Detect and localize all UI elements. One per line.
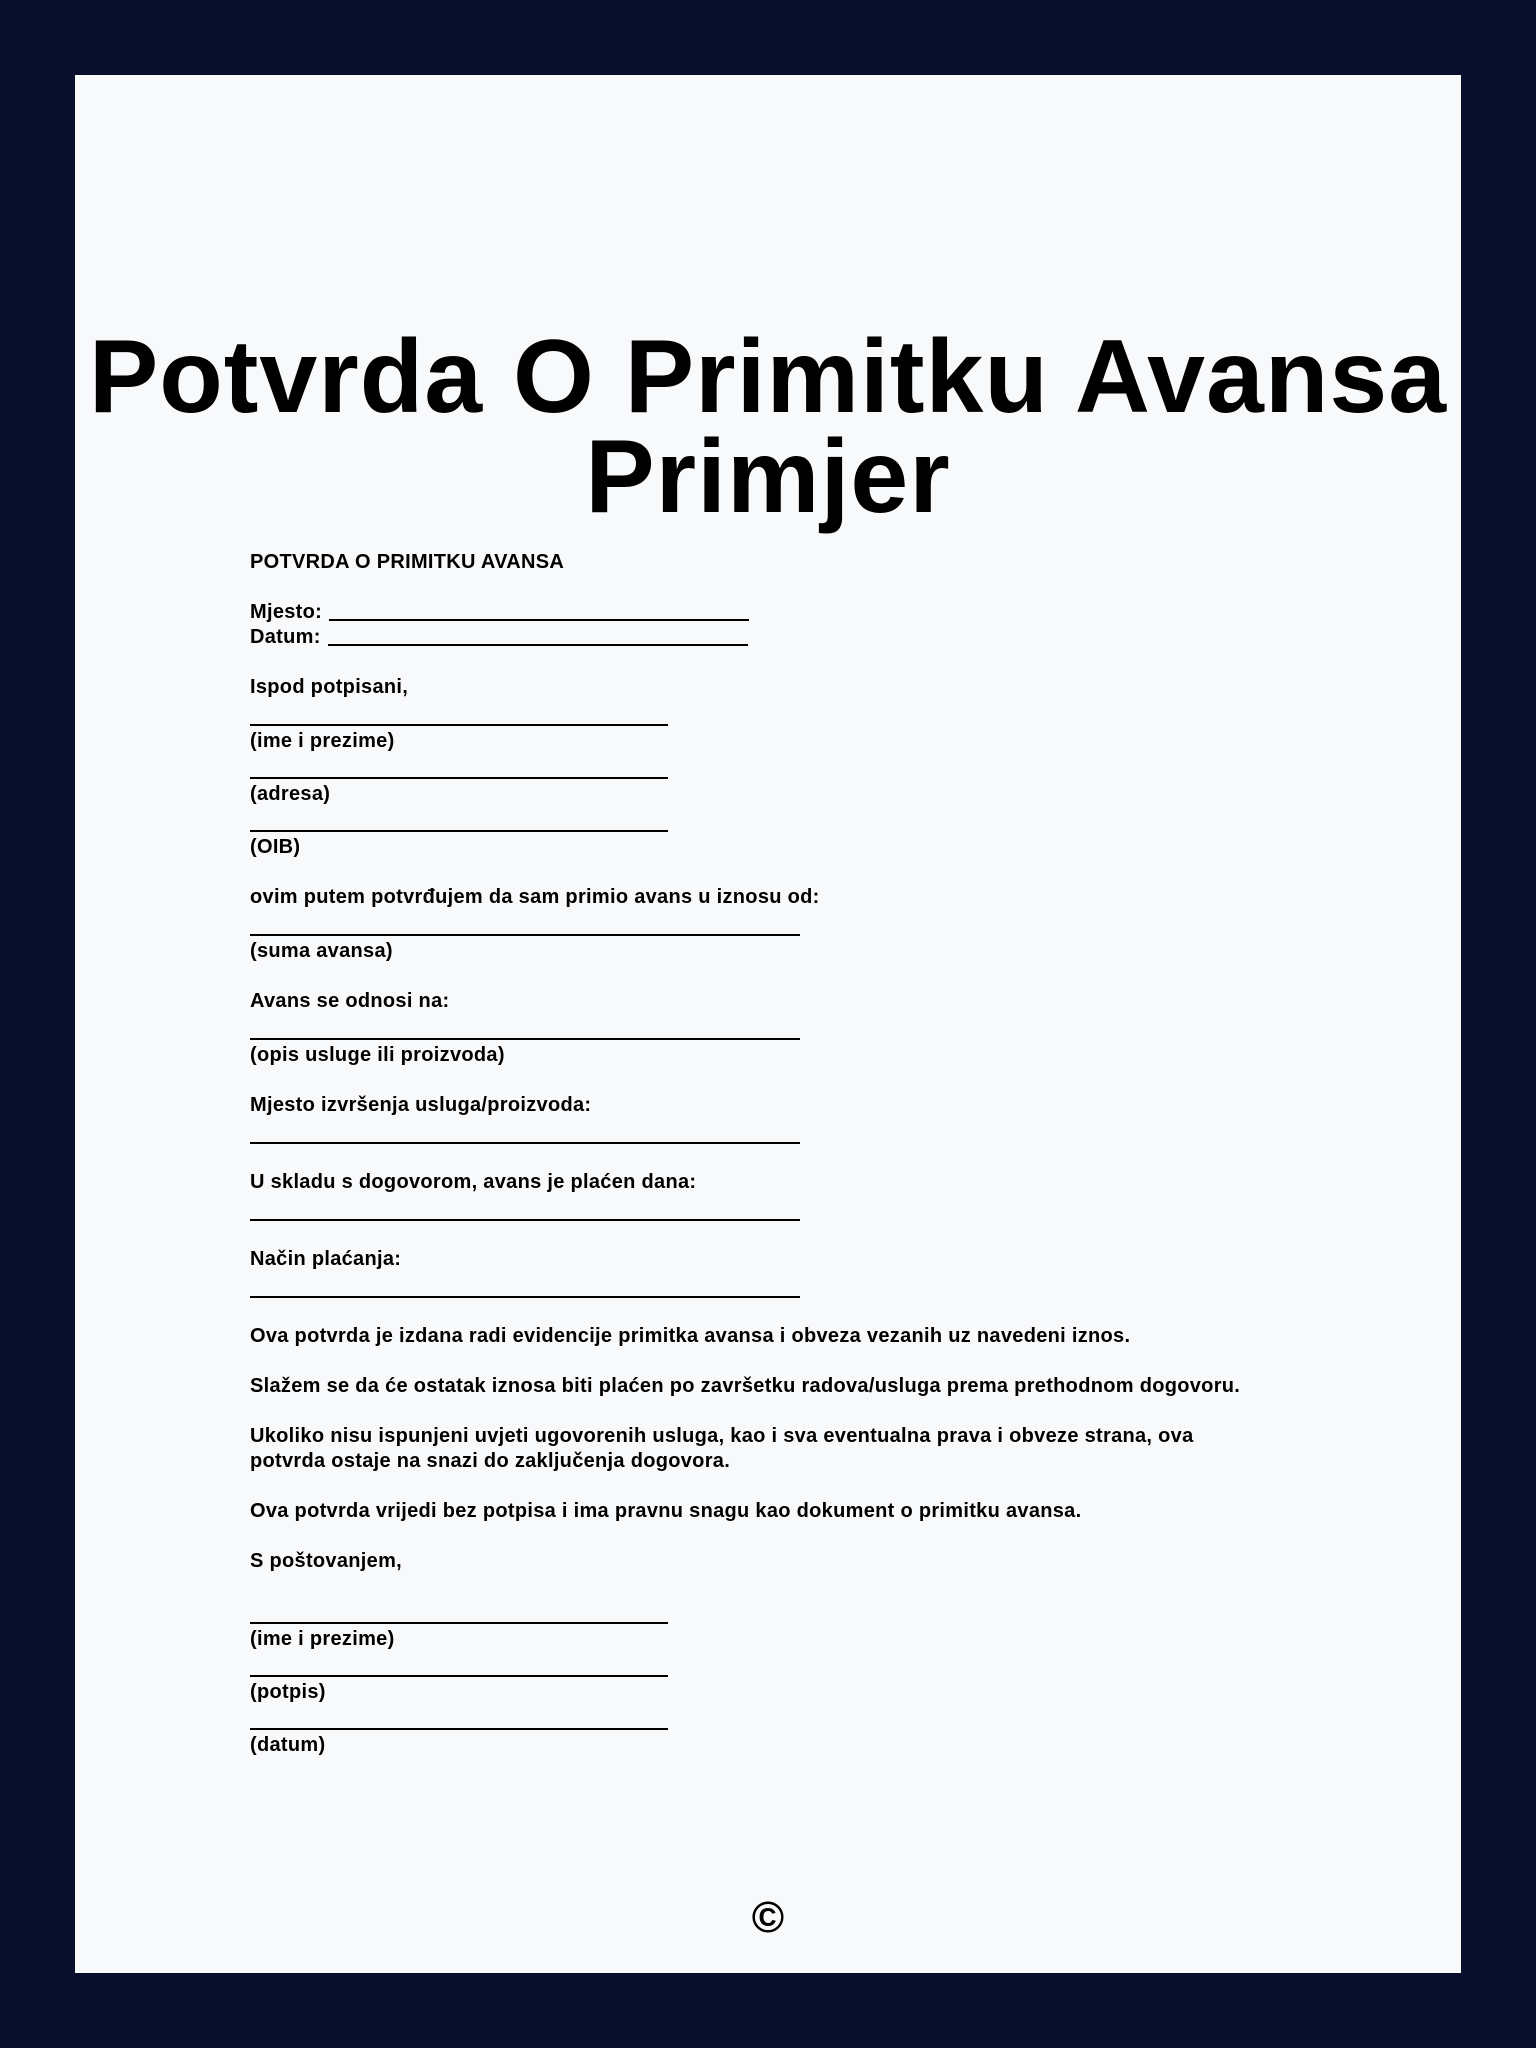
document-page [75,75,1461,1973]
avans-odnosi-label: Avans se odnosi na: [250,990,450,1012]
datum-label: Datum: [250,626,321,648]
paragraph-3: Ukoliko nisu ispunjeni uvjeti ugovorenih usluga, kao i sva eventualna prava i obveze strana, ova potvrda ostaje na snazi do zaključenja dogovora. [250,1425,1194,1472]
mjesto-label: Mjesto: [250,601,323,623]
potvrda-text: ovim putem potvrđujem da sam primio avans u iznosu od: [250,886,820,908]
paragraph-2: Slažem se da će ostatak iznosa biti plaćen po završetku radova/usluga prema prethodnom dogovoru. [250,1375,1241,1397]
page-title: Potvrda O Primitku Avansa Primjer [88,319,1448,535]
mjesto-row [250,600,1350,625]
datum-row [250,625,1350,650]
mjesto-blank [329,619,749,621]
ime-caption: (ime i prezime) [250,730,395,752]
s-postovanjem-text: S poštovanjem, [250,1550,403,1572]
oib-caption: (OIB) [250,836,301,858]
adresa-caption: (adresa) [250,783,331,805]
document-heading: POTVRDA O PRIMITKU AVANSA [250,551,565,573]
ispod-potpisani-text: Ispod potpisani, [250,676,409,698]
suma-caption: (suma avansa) [250,940,393,962]
nacin-placanja-label: Način plaćanja: [250,1248,402,1270]
datum-blank [328,644,748,646]
sig-ime-caption: (ime i prezime) [250,1628,395,1650]
opis-caption: (opis usluge ili proizvoda) [250,1044,505,1066]
paragraph-1: Ova potvrda je izdana radi evidencije primitka avansa i obveza vezanih uz navedeni iznos. [250,1325,1131,1347]
paragraph-4: Ova potvrda vrijedi bez potpisa i ima pravnu snagu kao dokument o primitku avansa. [250,1500,1082,1522]
u-skladu-label: U skladu s dogovorom, avans je plaćen dana: [250,1171,697,1193]
document-body [250,550,1350,1758]
sig-potpis-caption: (potpis) [250,1681,326,1703]
copyright-icon: © [751,1893,785,1942]
sig-datum-caption: (datum) [250,1734,326,1756]
mjesto-izvrsenja-label: Mjesto izvršenja usluga/proizvoda: [250,1094,592,1116]
